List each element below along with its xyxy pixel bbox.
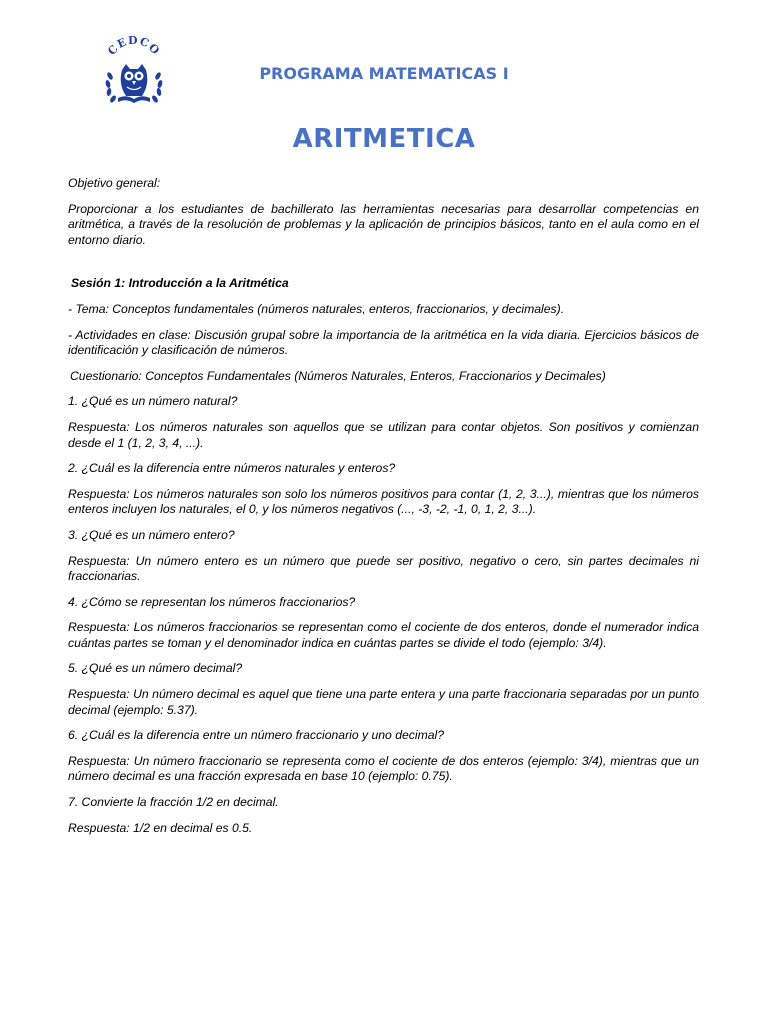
objective-label: Objetivo general: (68, 176, 161, 190)
main-title: ARITMETICA (292, 124, 476, 154)
question-5: 5. ¿Qué es un número decimal? (68, 661, 243, 676)
logo-text: CEDCO (105, 34, 163, 58)
question-7: 7. Convierte la fracción 1/2 en decimal. (68, 795, 279, 810)
answer-7: Respuesta: 1/2 en decimal es 0.5. (68, 820, 253, 835)
objective-text: Proporcionar a los estudiantes de bachillerato las herramientas necesarias para desarrollar competencias en aritmética, a través de la resolución de problemas y la aplicación de principios básicos, tanto en el aula como en el entorno diario. (68, 201, 699, 247)
answer-2: Respuesta: Los números naturales son solo los números positivos para contar (1, 2, 3...), mientras que los números enteros incluyen los naturales, el 0, y los números negativos (..., -3, -2, -1, 0, 1, 2, 3...). (68, 486, 699, 517)
question-3: 3. ¿Qué es un número entero? (68, 527, 235, 542)
question-2: 2. ¿Cuál es la diferencia entre números naturales y enteros? (68, 461, 396, 476)
question-6: 6. ¿Cuál es la diferencia entre un número fraccionario y uno decimal? (68, 728, 444, 743)
document-body (68, 176, 699, 846)
program-title (0, 64, 768, 83)
svg-text:CEDCO (105, 34, 162, 58)
answer-1: Respuesta: Los números naturales son aquellos que se utilizan para contar objetos. Son positivos y comienzan desde el 1 (1, 2, 3, 4, ...). (68, 419, 699, 450)
question-4: 4. ¿Cómo se representan los números fraccionarios? (68, 594, 356, 609)
tema-text: - Tema: Conceptos fundamentales (números naturales, enteros, fraccionarios, y decimales). (68, 301, 565, 316)
answer-3: Respuesta: Un número entero es un número que puede ser positivo, negativo o cero, sin partes decimales ni fraccionarias. (68, 553, 699, 584)
question-1: 1. ¿Qué es un número natural? (68, 394, 238, 409)
session-title: Sesión 1: Introducción a la Aritmética (71, 276, 289, 291)
answer-4: Respuesta: Los números fraccionarios se representan como el cociente de dos enteros, donde el numerador indica cuántas partes se toman y el denominador indica en cuántas partes se divide el todo (ejemplo: 3/4). (68, 620, 699, 650)
program-title-text: PROGRAMA MATEMATICAS I (259, 64, 509, 83)
actividades-text: - Actividades en clase: Discusión grupal sobre la importancia de la aritmética en la vida diaria. Ejercicios básicos de identificación y clasificación de números. (68, 327, 699, 358)
answer-5: Respuesta: Un número decimal es aquel que tiene una parte entera y una parte fraccionaria separadas por un punto decimal (ejemplo: 5.37). (68, 687, 699, 717)
cuestionario-title: Cuestionario: Conceptos Fundamentales (Números Naturales, Enteros, Fraccionarios y Decimales) (70, 368, 606, 383)
answer-6: Respuesta: Un número fraccionario se representa como el cociente de dos enteros (ejemplo: 3/4), mientras que un número decimal es una fracción expresada en base 10 (ejemplo: 0.75). (68, 753, 699, 784)
